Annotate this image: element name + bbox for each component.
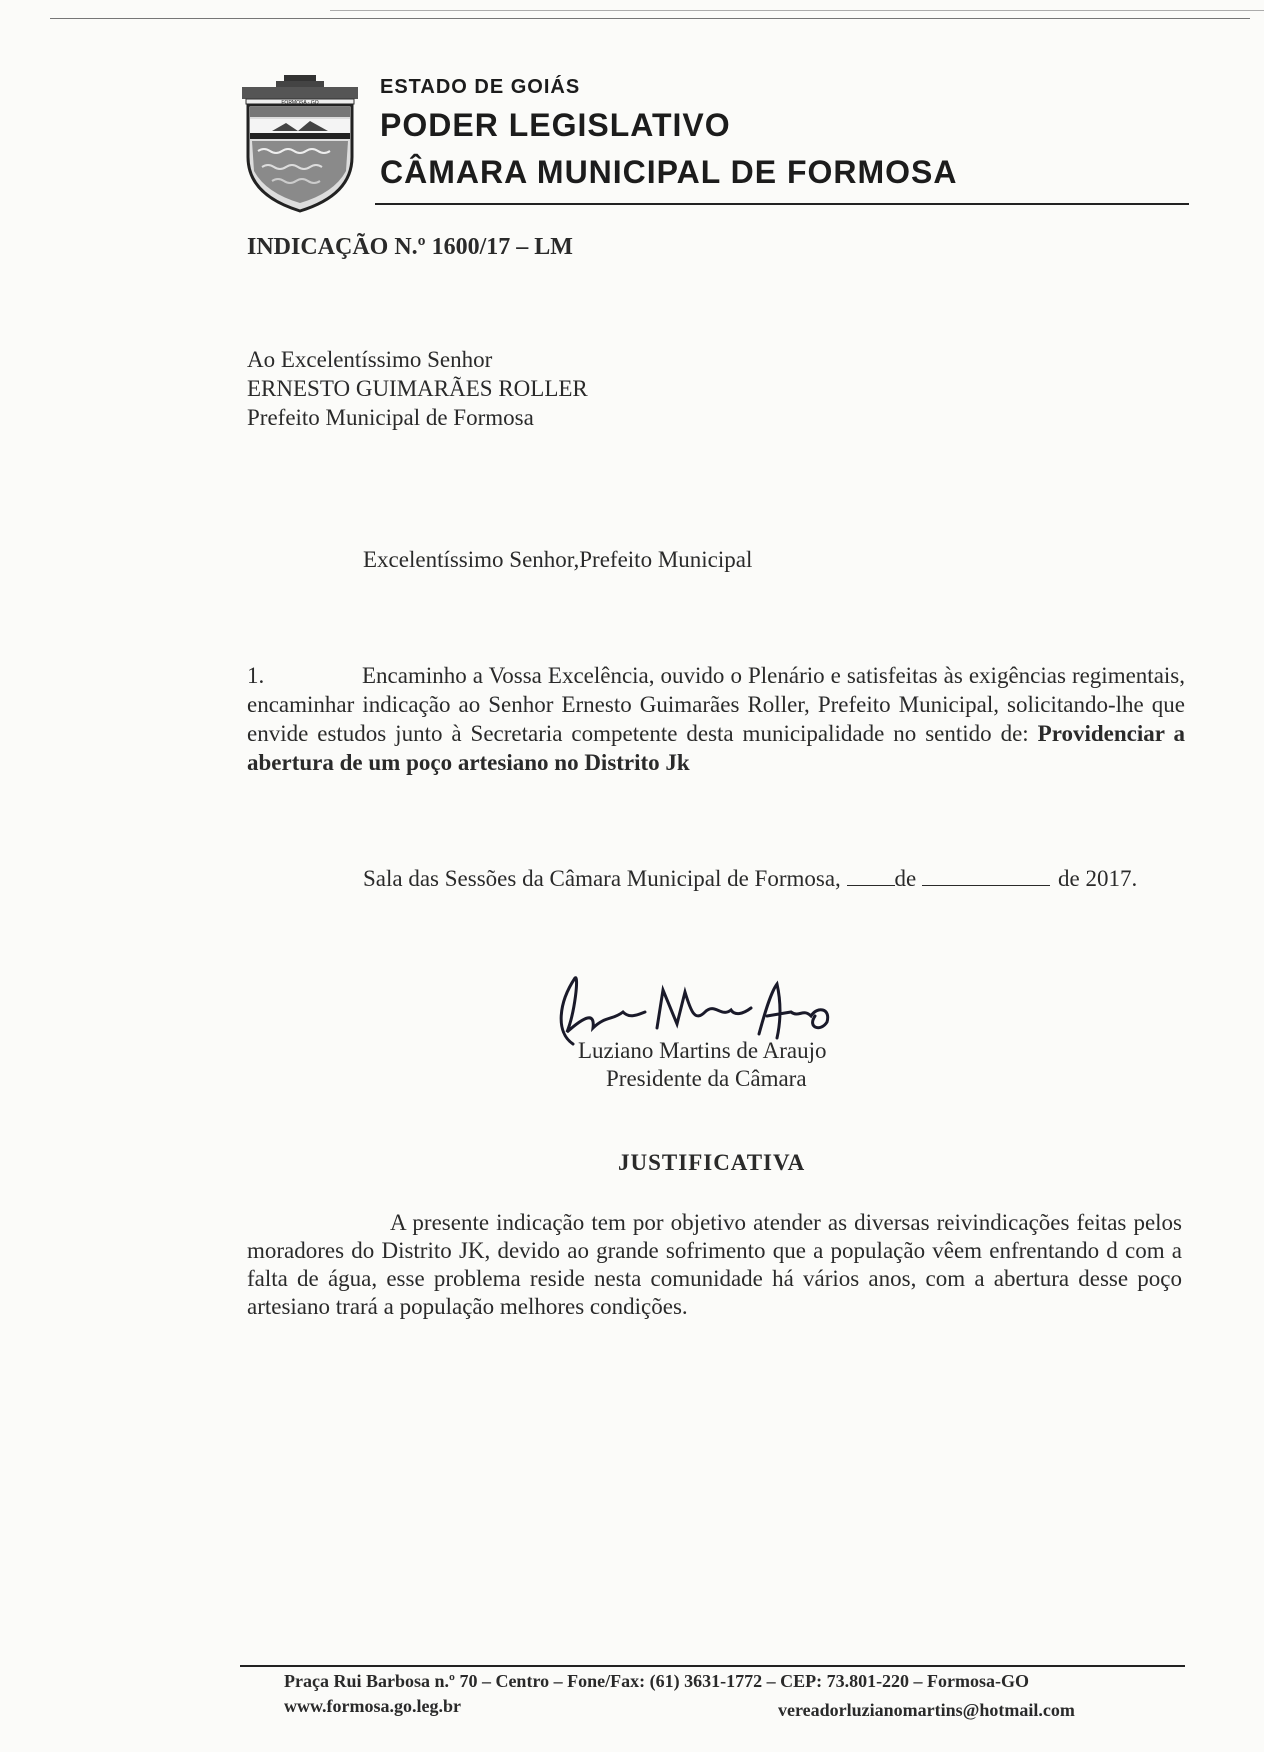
body-text: Encaminho a Vossa Excelência, ouvido o Plenário e satisfeitas às exigências regimentais, encaminhar indicação ao Senhor Ernesto Guimarães Roller, Prefeito Municipal, solicitando-lhe que envide estudos junto à Secretaria competente desta municipalidade no sentido de: (247, 663, 1185, 746)
footer-address: Praça Rui Barbosa n.º 70 – Centro – Fone/Fax: (61) 3631-1772 – CEP: 73.801-220 – Formosa-GO (284, 1671, 1030, 1691)
item-number: 1. (247, 663, 265, 688)
session-prefix: Sala das Sessões da Câmara Municipal de Formosa, (363, 866, 847, 891)
signer-role: Presidente da Câmara (606, 1066, 807, 1091)
addressee-title: Prefeito Municipal de Formosa (247, 405, 534, 430)
legislative-power: PODER LEGISLATIVO (380, 107, 731, 143)
scan-edge-line (330, 10, 1264, 11)
state-name: ESTADO DE GOIÁS (380, 76, 581, 98)
footer-email: vereadorluzianomartins@hotmail.com (778, 1700, 1075, 1720)
addressee-block (247, 345, 588, 432)
footer-divider (240, 1665, 1185, 1667)
chamber-name: CÂMARA MUNICIPAL DE FORMOSA (380, 154, 958, 190)
justification-paragraph: A presente indicação tem por objetivo atender as diversas reivindicações feitas pelos moradores do Distrito JK, devido ao grande sofrimento que a população vêem enfrentando d com a falta de água, esse problema reside nesta comunidade há vários anos, com a abertura desse poço artesiano trará a população melhores condições. (247, 1210, 1182, 1319)
addressee-name: ERNESTO GUIMARÃES ROLLER (247, 376, 588, 401)
addressee-greeting: Ao Excelentíssimo Senhor (247, 347, 493, 372)
salutation: Excelentíssimo Senhor,Prefeito Municipal (363, 547, 753, 572)
month-blank (922, 865, 1050, 886)
request-subject: Providenciar a abertura de um poço artesiano no Distrito Jk (247, 721, 1185, 775)
session-de: de (894, 866, 923, 891)
municipal-crest-icon (242, 75, 358, 213)
signer-name: Luziano Martins de Araujo (578, 1038, 827, 1063)
body-paragraph (247, 661, 1185, 777)
footer-website: www.formosa.go.leg.br (284, 1696, 461, 1716)
document-number: INDICAÇÃO N.º 1600/17 – LM (247, 234, 573, 260)
crest-label: FORMOSA - GO (281, 100, 319, 106)
session-year: de 2017. (1058, 866, 1138, 891)
letterhead (380, 76, 958, 191)
day-blank (847, 865, 895, 886)
header-divider (375, 203, 1189, 205)
session-date-line (363, 865, 1137, 892)
scan-edge-line (50, 18, 1250, 19)
justification-title: JUSTIFICATIVA (618, 1150, 806, 1175)
